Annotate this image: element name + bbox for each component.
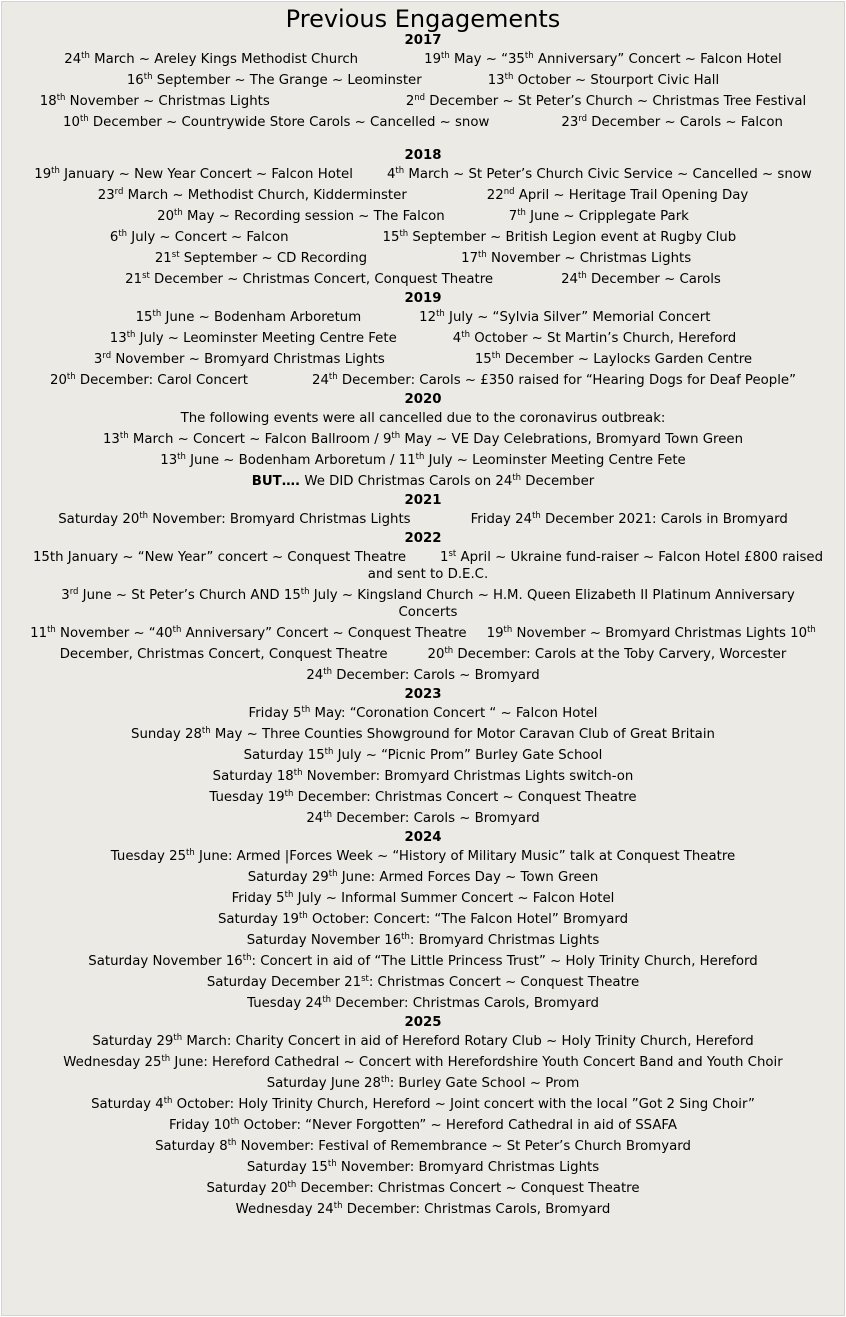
engagement-item: Friday 24th December 2021: Carols in Bromyard bbox=[470, 511, 788, 527]
engagement-item: 24th December ~ Carols bbox=[561, 271, 721, 287]
engagement-line bbox=[2, 509, 844, 530]
year-heading-2025: 2025 bbox=[404, 1015, 442, 1030]
engagement-item: 19th November ~ Bromyard Christmas Lights 10th bbox=[486, 625, 816, 641]
engagement-item: 22nd April ~ Heritage Trail Opening Day bbox=[486, 187, 749, 203]
year-heading-2020: 2020 bbox=[404, 392, 442, 407]
engagement-line: BUT…. We DID Christmas Carols on 24th December bbox=[251, 473, 595, 489]
engagement-line bbox=[2, 307, 844, 328]
engagement-line bbox=[2, 164, 844, 185]
engagement-item: 13th July ~ Leominster Meeting Centre Fete bbox=[109, 330, 397, 346]
engagement-item: 21st December ~ Christmas Concert, Conquest Theatre bbox=[125, 271, 494, 287]
engagement-line: Saturday 29th June: Armed Forces Day ~ Town Green bbox=[247, 869, 599, 885]
engagement-item: 6th July ~ Concert ~ Falcon bbox=[109, 229, 289, 245]
engagement-item: 3rd November ~ Bromyard Christmas Lights bbox=[93, 351, 385, 367]
engagement-item: 4th October ~ St Martin’s Church, Hereford bbox=[452, 330, 737, 346]
year-heading-2023: 2023 bbox=[404, 687, 442, 702]
engagement-item: 20th December: Carols at the Toby Carvery, Worcester bbox=[427, 646, 787, 662]
engagement-item: 10th December ~ Countrywide Store Carols ~ Cancelled ~ snow bbox=[63, 114, 490, 130]
engagement-item: 21st September ~ CD Recording bbox=[154, 250, 368, 266]
engagement-line bbox=[2, 91, 844, 112]
engagement-line: 24th December: Carols ~ Bromyard bbox=[306, 810, 540, 826]
engagement-line bbox=[2, 227, 844, 248]
engagement-item: 23rd December ~ Carols ~ Falcon bbox=[561, 114, 783, 130]
engagement-line: Tuesday 19th December: Christmas Concert ~ Conquest Theatre bbox=[209, 789, 637, 805]
year-heading-2018: 2018 bbox=[404, 148, 442, 163]
engagement-line: Friday 5th July ~ Informal Summer Concert ~ Falcon Hotel bbox=[231, 890, 615, 906]
engagement-line: Saturday 15th July ~ “Picnic Prom” Burley Gate School bbox=[243, 747, 603, 763]
engagement-item: 15th June ~ Bodenham Arboretum bbox=[135, 309, 362, 325]
cancelled-notice: The following events were all cancelled due to the coronavirus outbreak: bbox=[180, 411, 666, 426]
year-heading-2019: 2019 bbox=[404, 291, 442, 306]
engagement-line: Saturday June 28th: Burley Gate School ~ Prom bbox=[266, 1075, 580, 1091]
engagement-line: Wednesday 24th December: Christmas Carols, Bromyard bbox=[235, 1201, 611, 1217]
engagement-line bbox=[2, 185, 844, 206]
engagement-item: 15th December ~ Laylocks Garden Centre bbox=[474, 351, 753, 367]
engagement-line bbox=[2, 70, 844, 91]
engagement-item: 20th December: Carol Concert bbox=[49, 372, 248, 388]
engagement-item: 7th June ~ Cripplegate Park bbox=[508, 208, 689, 224]
engagements-list bbox=[2, 6, 844, 1220]
engagement-line: Saturday 4th October: Holy Trinity Church, Hereford ~ Joint concert with the local ”Got 2 Sing Choir” bbox=[91, 1096, 755, 1112]
engagement-line: Saturday 18th November: Bromyard Christmas Lights switch-on bbox=[212, 768, 634, 784]
engagement-item: 17th November ~ Christmas Lights bbox=[461, 250, 692, 266]
engagement-line: Saturday 20th December: Christmas Concert ~ Conquest Theatre bbox=[206, 1180, 640, 1196]
engagement-item: 18th November ~ Christmas Lights bbox=[39, 93, 270, 109]
engagement-item: 20th May ~ Recording session ~ The Falcon bbox=[157, 208, 445, 224]
engagement-line bbox=[2, 644, 844, 665]
engagement-line bbox=[2, 206, 844, 227]
year-heading-2017: 2017 bbox=[404, 33, 442, 48]
engagement-item: 15th September ~ British Legion event at Rugby Club bbox=[382, 229, 737, 245]
engagement-line: Saturday November 16th: Concert in aid of “The Little Princess Trust” ~ Holy Trinity Church, Hereford bbox=[88, 953, 758, 969]
but-emphasis: BUT…. bbox=[251, 474, 301, 489]
engagement-line: Saturday December 21st: Christmas Concert ~ Conquest Theatre bbox=[206, 974, 640, 990]
year-heading-2022: 2022 bbox=[404, 531, 442, 546]
engagement-line bbox=[2, 623, 844, 644]
page-title: Previous Engagements bbox=[285, 5, 561, 33]
engagement-line bbox=[2, 112, 844, 133]
engagement-item: 12th July ~ “Sylvia Silver” Memorial Concert bbox=[419, 309, 711, 325]
year-heading-2021: 2021 bbox=[404, 493, 442, 508]
engagement-item: Saturday 20th November: Bromyard Christmas Lights bbox=[58, 511, 411, 527]
engagement-item: 4th March ~ St Peter’s Church Civic Service ~ Cancelled ~ snow bbox=[386, 166, 812, 182]
engagement-line: Tuesday 25th June: Armed |Forces Week ~ “History of Military Music” talk at Conquest Theatre bbox=[110, 848, 736, 864]
engagement-item: 23rd March ~ Methodist Church, Kidderminster bbox=[97, 187, 407, 203]
engagement-line: 13th March ~ Concert ~ Falcon Ballroom / 9th May ~ VE Day Celebrations, Bromyard Town Green bbox=[102, 431, 744, 447]
engagement-item: 24th March ~ Areley Kings Methodist Church bbox=[64, 51, 359, 67]
engagement-item: 24th December: Carols ~ £350 raised for “Hearing Dogs for Deaf People” bbox=[311, 372, 796, 388]
year-heading-2024: 2024 bbox=[404, 830, 442, 845]
engagement-line bbox=[2, 49, 844, 70]
engagement-item: 2nd December ~ St Peter’s Church ~ Christmas Tree Festival bbox=[405, 93, 807, 109]
engagement-line: Wednesday 25th June: Hereford Cathedral ~ Concert with Herefordshire Youth Concert Band and Youth Choir bbox=[63, 1054, 783, 1070]
engagement-line: 3rd June ~ St Peter’s Church AND 15th July ~ Kingsland Church ~ H.M. Queen Elizabeth II Platinum Anniversary Concerts bbox=[61, 587, 795, 620]
engagement-line bbox=[2, 349, 844, 370]
engagement-line: 13th June ~ Bodenham Arboretum / 11th July ~ Leominster Meeting Centre Fete bbox=[160, 452, 686, 468]
engagement-line: Saturday 8th November: Festival of Remembrance ~ St Peter’s Church Bromyard bbox=[155, 1138, 691, 1154]
engagement-line: Saturday 19th October: Concert: “The Falcon Hotel” Bromyard bbox=[217, 911, 629, 927]
engagement-line bbox=[2, 248, 844, 269]
engagement-line: Tuesday 24th December: Christmas Carols, Bromyard bbox=[247, 995, 599, 1011]
engagement-line: Saturday 15th November: Bromyard Christmas Lights bbox=[246, 1159, 600, 1175]
engagement-line bbox=[2, 547, 844, 585]
engagement-item: 15th January ~ “New Year” concert ~ Conquest Theatre bbox=[32, 550, 407, 565]
engagement-item: 11th November ~ “40th Anniversary” Concert ~ Conquest Theatre bbox=[30, 625, 467, 641]
engagements-panel bbox=[1, 1, 845, 1316]
engagement-line: Sunday 28th May ~ Three Counties Showground for Motor Caravan Club of Great Britain bbox=[131, 726, 715, 742]
engagement-line: Friday 10th October: “Never Forgotten” ~ Hereford Cathedral in aid of SSAFA bbox=[169, 1117, 677, 1133]
engagement-line: Saturday November 16th: Bromyard Christmas Lights bbox=[246, 932, 600, 948]
engagement-item: 19th January ~ New Year Concert ~ Falcon Hotel bbox=[34, 166, 353, 182]
engagement-line bbox=[2, 269, 844, 290]
engagement-item: December, Christmas Concert, Conquest Theatre bbox=[59, 647, 388, 662]
engagement-line bbox=[2, 328, 844, 349]
engagement-item: 1st April ~ Ukraine fund-raiser ~ Falcon Hotel £800 raised and sent to D.E.C. bbox=[367, 549, 824, 582]
engagement-item: 16th September ~ The Grange ~ Leominster bbox=[126, 72, 422, 88]
engagement-line: Saturday 29th March: Charity Concert in aid of Hereford Rotary Club ~ Holy Trinity Church, Hereford bbox=[92, 1033, 754, 1049]
engagement-line: 24th December: Carols ~ Bromyard bbox=[306, 667, 540, 683]
engagement-line: Friday 5th May: “Coronation Concert “ ~ Falcon Hotel bbox=[248, 705, 598, 721]
engagement-item: 19th May ~ “35th Anniversary” Concert ~ Falcon Hotel bbox=[424, 51, 782, 67]
engagement-item: 13th October ~ Stourport Civic Hall bbox=[487, 72, 720, 88]
engagement-line bbox=[2, 370, 844, 391]
